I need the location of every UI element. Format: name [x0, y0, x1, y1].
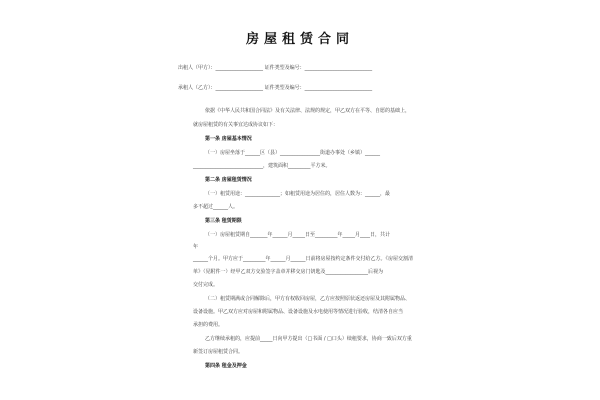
article-3-item-1-line-4: 单》（见附件一）经甲乙双方交验签字盖章并移交房门钥匙及_________________后视为 — [193, 269, 384, 275]
renewal-line-2: 新签订房屋租赁合同。 — [193, 349, 244, 355]
article-3-item-2-line-1: （二）租赁期满或合同解除后，甲方有权收回房屋，乙方应按照原状返还房屋及其附属物品、 — [205, 296, 411, 302]
renewal-line-1: 乙方继续承租的，应提前_____日向甲方提出（□书面 / □口头）续租要求，协商一致后双方重 — [205, 336, 412, 342]
lessee-line: 承租人（乙方）：___________________ 证件类型及编号：___________________________ — [178, 85, 373, 91]
article-1-heading: 第一条 房屋基本情况 — [205, 136, 252, 142]
article-1-item-1-line-1: （一）房屋坐落于______区（县）________________街道办事处（乡镇）______ — [205, 150, 381, 156]
article-2-heading: 第二条 房屋租赁情况 — [205, 177, 252, 183]
lessor-line: 出租人（甲方）：___________________ 证件类型及编号：___________________________ — [178, 65, 373, 71]
article-3-item-1-line-1: （一）房屋租赁期自_______年______月_____日至_________年_____月____日，共计 — [205, 232, 391, 238]
article-2-item-1-line-2: 多不超过______人。 — [193, 204, 239, 210]
article-3-item-2-line-2: 设备设施。甲乙双方应对房屋和附属物品、设备设施及水电使用等情况进行验收，结清各自应当 — [193, 309, 404, 315]
article-3-item-1-line-3: ______个月。甲方应于_________年______月______日前将房屋按约定条件交付给乙方。《房屋交割清 — [193, 256, 414, 262]
preamble-line-1: 依据《中华人民共和国合同法》及有关法律、法规的规定，甲乙双方在平等、自愿的基础上， — [205, 108, 411, 114]
article-3-item-1-line-5: 交付完成。 — [193, 282, 219, 288]
article-3-item-2-line-3: 承担的费用。 — [193, 322, 224, 328]
article-2-item-1-line-1: （一）租赁用途：______________；如租赁用途为居住的，居住人数为：______，最 — [205, 191, 391, 197]
article-4-heading: 第四条 租金及押金 — [205, 363, 247, 369]
document-title: 房屋租赁合同 — [245, 32, 354, 47]
article-3-item-1-line-2: 年 — [193, 244, 199, 250]
preamble-line-2: 就房屋租赁的有关事宜达成协议如下： — [193, 122, 279, 128]
article-3-heading: 第三条 租赁期限 — [205, 218, 242, 224]
article-1-item-1-line-2: ____________________________，建筑面积_________平方米。 — [193, 163, 331, 169]
